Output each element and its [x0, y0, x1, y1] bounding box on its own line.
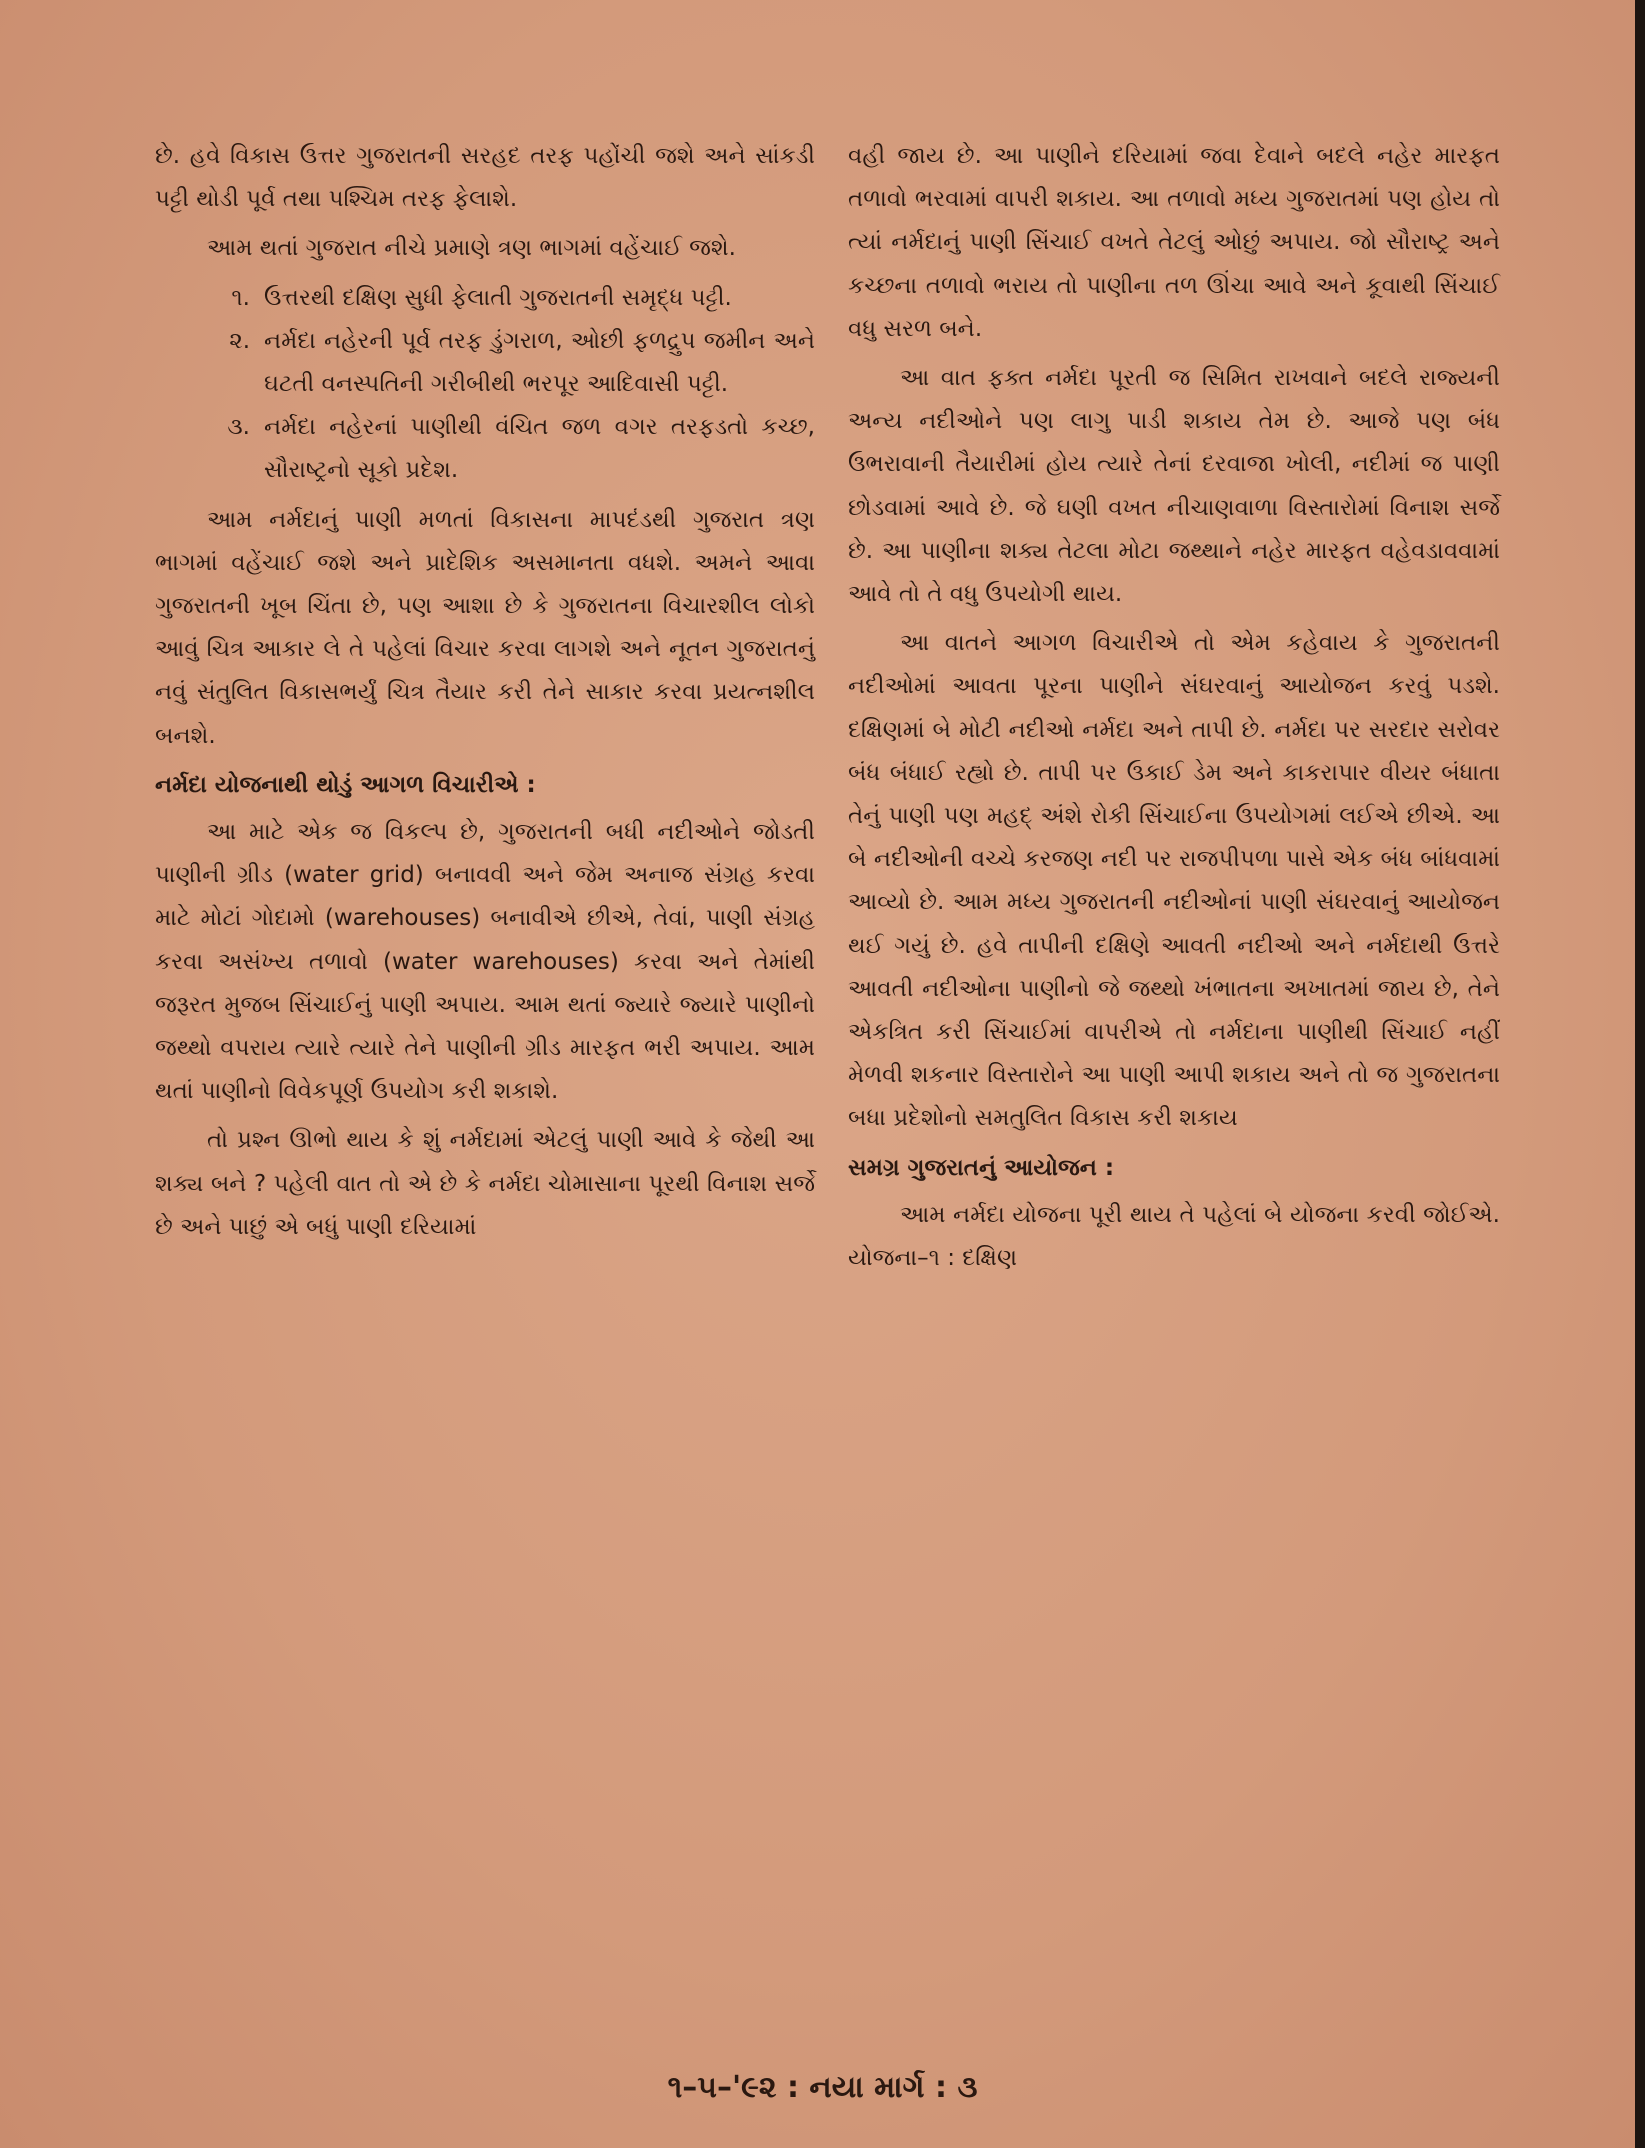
list-number: ૨.: [229, 327, 250, 354]
list-text: નર્મદા નહેરનાં પાણીથી વંચિત જળ વગર તરફડતો કચ્છ, સૌરાષ્ટ્રનો સૂકો પ્રદેશ.: [264, 414, 815, 484]
paragraph: આ માટે એક જ વિકલ્પ છે, ગુજરાતની બધી નદીઓને જોડતી પાણીની ગ્રીડ (water grid) બનાવવી અને જેમ અનાજ સંગ્રહ કરવા માટે મોટાં ગોદામો (warehouses) બનાવીએ છીએ, તેવાં, પાણી સંગ્રહ કરવા અસંખ્ય તળાવો (water warehouses) કરવા અને તેમાંથી જરૂરત મુજબ સિંચાઈનું પાણી અપાય. આમ થતાં જ્યારે જ્યારે પાણીનો જથ્થો વપરાય ત્યારે ત્યારે તેને પાણીની ગ્રીડ મારફત ભરી અપાય. આમ થતાં પાણીનો વિવેકપૂર્ણ ઉપયોગ કરી શકાશે.: [155, 819, 815, 1105]
list-number: ૧.: [231, 284, 250, 311]
list-item: [155, 320, 815, 406]
paragraph: છે. હવે વિકાસ ઉત્તર ગુજરાતની સરહદ તરફ પહોંચી જશે અને સાંકડી પટ્ટી થોડી પૂર્વ તથા પશ્ચિમ તરફ ફેલાશે.: [155, 143, 815, 213]
left-column: [155, 135, 815, 1255]
paragraph: આ વાતને આગળ વિચારીએ તો એમ કહેવાય કે ગુજરાતની નદીઓમાં આવતા પૂરના પાણીને સંઘરવાનું આયોજન કરવું પડશે. દક્ષિણમાં બે મોટી નદીઓ નર્મદા અને તાપી છે. નર્મદા પર સરદાર સરોવર બંધ બંધાઈ રહ્યો છે. તાપી પર ઉકાઈ ડેમ અને કાકરાપાર વીયર બંધાતા તેનું પાણી પણ મહદ્ અંશે રોકી સિંચાઈના ઉપયોગમાં લઈએ છીએ. આ બે નદીઓની વચ્ચે કરજણ નદી પર રાજપીપળા પાસે એક બંધ બાંધવામાં આવ્યો છે. આમ મધ્ય ગુજરાતની નદીઓનાં પાણી સંઘરવાનું આયોજન થઈ ગયું છે. હવે તાપીની દક્ષિણે આવતી નદીઓ અને નર્મદાથી ઉત્તરે આવતી નદીઓના પાણીનો જે જથ્થો ખંભાતના અખાતમાં જાય છે, તેને એકત્રિત કરી સિંચાઈમાં વાપરીએ તો નર્મદાના પાણીથી સિંચાઈ નહીં મેળવી શકનાર વિસ્તારોને આ પાણી આપી શકાય અને તો જ ગુજરાતના બધા પ્રદેશોનો સમતુલિત વિકાસ કરી શકાય: [848, 630, 1500, 1132]
right-column: [848, 135, 1500, 1286]
list-text: ઉત્તરથી દક્ષિણ સુધી ફેલાતી ગુજરાતની સમૃદ્ધ પટ્ટી.: [264, 284, 732, 311]
paragraph: તો પ્રશ્ન ઊભો થાય કે શું નર્મદામાં એટલું પાણી આવે કે જેથી આ શક્ય બને ? પહેલી વાત તો એ છે કે નર્મદા ચોમાસાના પૂરથી વિનાશ સર્જે છે અને પાછું એ બધું પાણી દરિયામાં: [155, 1127, 815, 1240]
paragraph: વહી જાય છે. આ પાણીને દરિયામાં જવા દેવાને બદલે નહેર મારફત તળાવો ભરવામાં વાપરી શકાય. આ તળાવો મધ્ય ગુજરાતમાં પણ હોય તો ત્યાં નર્મદાનું પાણી સિંચાઈ વખતે તેટલું ઓછું અપાય. જો સૌરાષ્ટ્ર અને કચ્છના તળાવો ભરાય તો પાણીના તળ ઊંચા આવે અને કૂવાથી સિંચાઈ વધુ સરળ બને.: [848, 143, 1500, 342]
paragraph: આમ નર્મદાનું પાણી મળતાં વિકાસના માપદંડથી ગુજરાત ત્રણ ભાગમાં વહેંચાઈ જશે અને પ્રાદેશિક અસમાનતા વધશે. અમને આવા ગુજરાતની ખૂબ ચિંતા છે, પણ આશા છે કે ગુજરાતના વિચારશીલ લોકો આવું ચિત્ર આકાર લે તે પહેલાં વિચાર કરવા લાગશે અને નૂતન ગુજરાતનું નવું સંતુલિત વિકાસભર્યું ચિત્ર તૈયાર કરી તેને સાકાર કરવા પ્રયત્નશીલ બનશે.: [155, 506, 815, 749]
scan-edge: [1635, 0, 1645, 2148]
list-item: [155, 406, 815, 492]
list-item: [155, 277, 815, 320]
list-text: નર્મદા નહેરની પૂર્વ તરફ ડુંગરાળ, ઓછી ફળદ્રુપ જમીન અને ઘટતી વનસ્પતિની ગરીબીથી ભરપૂર આદિવાસી પટ્ટી.: [264, 327, 815, 398]
paragraph: આમ નર્મદા યોજના પૂરી થાય તે પહેલાં બે યોજના કરવી જોઈએ. યોજના–૧ : દક્ષિણ: [848, 1201, 1500, 1272]
section-heading: સમગ્ર ગુજરાતનું આયોજન :: [848, 1154, 1115, 1181]
section-heading: નર્મદા યોજનાથી થોડું આગળ વિચારીએ :: [155, 771, 536, 798]
numbered-list: [155, 277, 815, 493]
page-footer: ૧–૫–'૯૨ : નયા માર્ગ : ૩: [667, 2070, 978, 2105]
list-number: ૩.: [227, 414, 250, 441]
paragraph: આ વાત ફક્ત નર્મદા પૂરતી જ સિમિત રાખવાને બદલે રાજ્યની અન્ય નદીઓને પણ લાગુ પાડી શકાય તેમ છે. આજે પણ બંધ ઉભરાવાની તૈયારીમાં હોય ત્યારે તેનાં દરવાજા ખોલી, નદીમાં જ પાણી છોડવામાં આવે છે. જે ઘણી વખત નીચાણવાળા વિસ્તારોમાં વિનાશ સર્જે છે. આ પાણીના શક્ય તેટલા મોટા જથ્થાને નહેર મારફત વહેવડાવવામાં આવે તો તે વધુ ઉપયોગી થાય.: [848, 365, 1500, 608]
paragraph: આમ થતાં ગુજરાત નીચે પ્રમાણે ત્રણ ભાગમાં વહેંચાઈ જશે.: [207, 235, 736, 262]
